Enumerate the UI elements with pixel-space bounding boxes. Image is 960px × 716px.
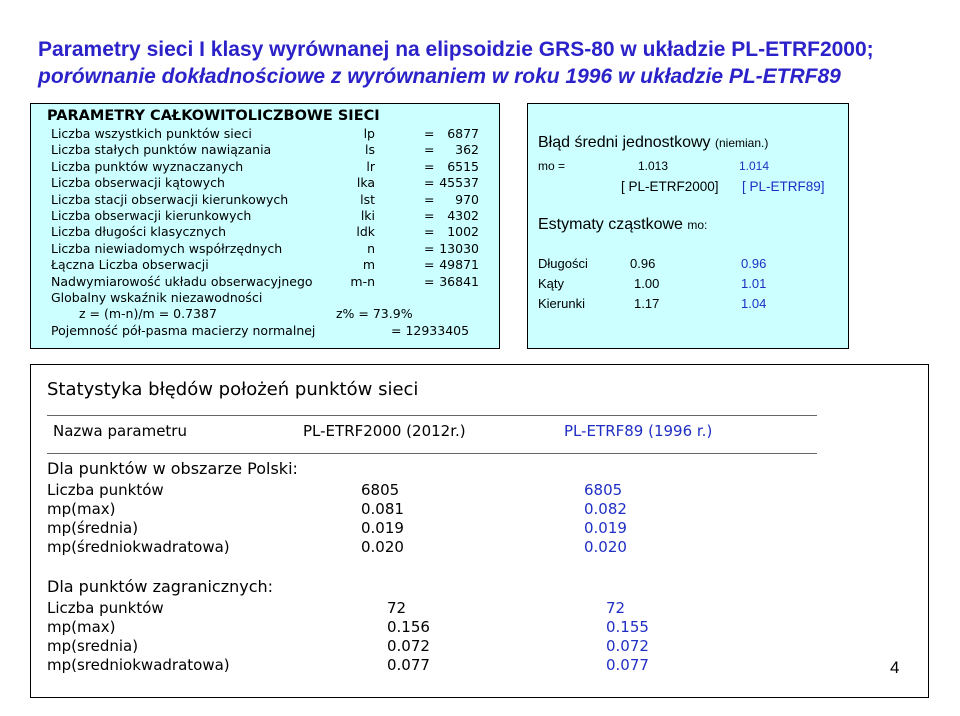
- param-label: Liczba stałych punktów nawiązania: [51, 142, 272, 158]
- stats-row-label: mp(średniokwadratowa): [47, 538, 230, 556]
- stats-group-heading: Dla punktów zagranicznych:: [47, 577, 274, 596]
- param-symbol: lp: [363, 126, 375, 141]
- param-symbol: lka: [356, 175, 375, 191]
- param-value: 45537: [439, 175, 479, 191]
- stats-value-89: 0.155: [606, 618, 649, 636]
- param-value: 6877: [447, 126, 479, 141]
- param-equals: =: [424, 257, 435, 273]
- param-row: [51, 126, 479, 142]
- param-row: [51, 274, 479, 290]
- param-label: Liczba wszystkich punktów sieci: [51, 126, 252, 141]
- param-value: 362: [455, 142, 479, 158]
- stats-row-label: mp(średnia): [47, 519, 139, 537]
- partial-value-89: 1.01: [741, 276, 767, 291]
- param-value: 13030: [439, 240, 479, 256]
- param-symbol: lst: [360, 191, 375, 207]
- unit-error-heading-unit: (niemian.): [715, 136, 769, 150]
- stats-value-89: 6805: [584, 481, 623, 499]
- label-pl-etrf2000: [ PL-ETRF2000]: [621, 179, 719, 194]
- param-row: [51, 175, 479, 191]
- param-value: 1002: [447, 224, 479, 240]
- param-equals: =: [424, 158, 435, 174]
- param-label: Liczba stacji obserwacji kierunkowych: [51, 191, 289, 207]
- param-value: 49871: [439, 257, 479, 273]
- param-value: 36841: [439, 273, 479, 289]
- stats-value-89: 0.077: [606, 656, 649, 674]
- param-value: 4302: [447, 208, 479, 223]
- stats-value-2000: 0.020: [361, 538, 404, 556]
- partial-value-89: 1.04: [741, 296, 767, 311]
- param-row: [51, 159, 479, 175]
- stats-value-2000: 72: [387, 599, 407, 617]
- param-symbol: m-n: [350, 273, 375, 289]
- partial-estimates-main: Estymaty cząstkowe: [538, 216, 683, 233]
- param-row: [51, 257, 479, 273]
- param-symbol: ls: [365, 142, 375, 158]
- col-header-pl-etrf2000: PL-ETRF2000 (2012r.): [303, 422, 466, 440]
- stats-heading: Statystyka błędów położeń punktów sieci: [47, 379, 419, 400]
- param-symbol: m: [362, 257, 375, 273]
- param-label: Liczba długości klasycznych: [51, 224, 227, 240]
- partial-value-89: 0.96: [741, 256, 767, 271]
- mo-value-2000: 1.013: [638, 159, 669, 173]
- param-value: 970: [455, 191, 479, 207]
- param-label: Łączna Liczba obserwacji: [51, 257, 209, 273]
- param-row: [51, 224, 479, 240]
- partial-estimates-suffix: mo:: [687, 218, 708, 232]
- stats-row-label: mp(sredniokwadratowa): [47, 656, 230, 674]
- param-symbol: n: [367, 240, 375, 256]
- partial-value-2000: 1.17: [634, 296, 660, 311]
- partial-label: Długości: [538, 256, 588, 271]
- stats-row-label: mp(max): [47, 500, 116, 518]
- mo-label: mo =: [538, 159, 566, 173]
- stats-value-89: 0.019: [584, 519, 627, 537]
- reliability-label: Globalny wskaźnik niezawodności: [51, 290, 263, 305]
- param-equals: =: [424, 224, 435, 240]
- reliability-formula: z = (m-n)/m = 0.7387: [79, 306, 217, 322]
- stats-divider-bottom: [47, 453, 817, 454]
- label-pl-etrf89: [ PL-ETRF89]: [742, 179, 825, 194]
- param-label: Liczba obserwacji kierunkowych: [51, 208, 252, 223]
- param-equals: =: [424, 191, 435, 207]
- param-equals: =: [424, 240, 435, 256]
- title-line-2: porównanie dokładnościowe z wyrównaniem w roku 1996 w układzie PL-ETRF89: [38, 65, 841, 88]
- mo-value-89: 1.014: [739, 159, 770, 173]
- stats-value-89: 0.082: [584, 500, 627, 518]
- title-line-1: Parametry sieci I klasy wyrównanej na elipsoidzie GRS-80 w układzie PL-ETRF2000;: [38, 38, 874, 61]
- stats-value-2000: 0.156: [387, 618, 430, 636]
- stats-value-89: 72: [606, 599, 626, 617]
- integer-parameters-box: [30, 103, 500, 349]
- band-capacity-value: = 12933405: [391, 322, 470, 338]
- unit-error-heading-main: Błąd średni jednostkowy: [538, 134, 711, 151]
- param-label: Liczba punktów wyznaczanych: [51, 158, 244, 174]
- param-label: Liczba niewiadomych współrzędnych: [51, 240, 283, 256]
- band-capacity-label: Pojemność pół-pasma macierzy normalnej: [51, 322, 316, 338]
- stats-row-label: mp(srednia): [47, 637, 139, 655]
- page-title: [38, 36, 938, 90]
- param-symbol: ldk: [356, 224, 375, 240]
- col-header-name: Nazwa parametru: [53, 422, 187, 440]
- partial-value-2000: 0.96: [630, 256, 656, 271]
- stats-divider-top: [47, 415, 817, 416]
- unit-error-box: [527, 103, 849, 349]
- integer-parameters-heading: PARAMETRY CAŁKOWITOLICZBOWE SIECI: [47, 108, 380, 124]
- unit-error-heading: [538, 134, 768, 152]
- param-symbol: lki: [360, 208, 375, 223]
- param-row: [51, 241, 479, 257]
- stats-value-2000: 6805: [361, 481, 400, 499]
- stats-value-89: 0.072: [606, 637, 649, 655]
- stats-value-2000: 0.081: [361, 500, 404, 518]
- page-number: 4: [890, 658, 900, 677]
- partial-estimates-heading: [538, 216, 707, 234]
- stats-row-label: Liczba punktów: [47, 599, 164, 617]
- stats-value-2000: 0.077: [387, 656, 430, 674]
- param-equals: =: [424, 126, 435, 141]
- stats-row-label: mp(max): [47, 618, 116, 636]
- param-row: [51, 142, 479, 158]
- param-equals: =: [424, 208, 435, 223]
- param-equals: =: [424, 273, 435, 289]
- partial-value-2000: 1.00: [634, 276, 660, 291]
- stats-group-heading: Dla punktów w obszarze Polski:: [47, 459, 298, 478]
- stats-value-89: 0.020: [584, 538, 627, 556]
- param-row: [51, 192, 479, 208]
- param-row: [51, 208, 479, 224]
- partial-label: Kierunki: [538, 296, 585, 311]
- stats-value-2000: 0.072: [387, 637, 430, 655]
- stats-value-2000: 0.019: [361, 519, 404, 537]
- partial-label: Kąty: [538, 276, 565, 291]
- param-value: 6515: [447, 158, 479, 174]
- param-label: Nadwymiarowość układu obserwacyjnego: [51, 273, 313, 289]
- param-label: Liczba obserwacji kątowych: [51, 175, 225, 191]
- stats-row-label: Liczba punktów: [47, 481, 164, 499]
- param-equals: =: [424, 142, 435, 158]
- param-symbol: lr: [366, 158, 375, 174]
- col-header-pl-etrf89: PL-ETRF89 (1996 r.): [564, 422, 713, 440]
- position-error-stats-box: [30, 364, 929, 698]
- param-equals: =: [424, 175, 435, 191]
- reliability-percent: z% = 73.9%: [336, 306, 413, 322]
